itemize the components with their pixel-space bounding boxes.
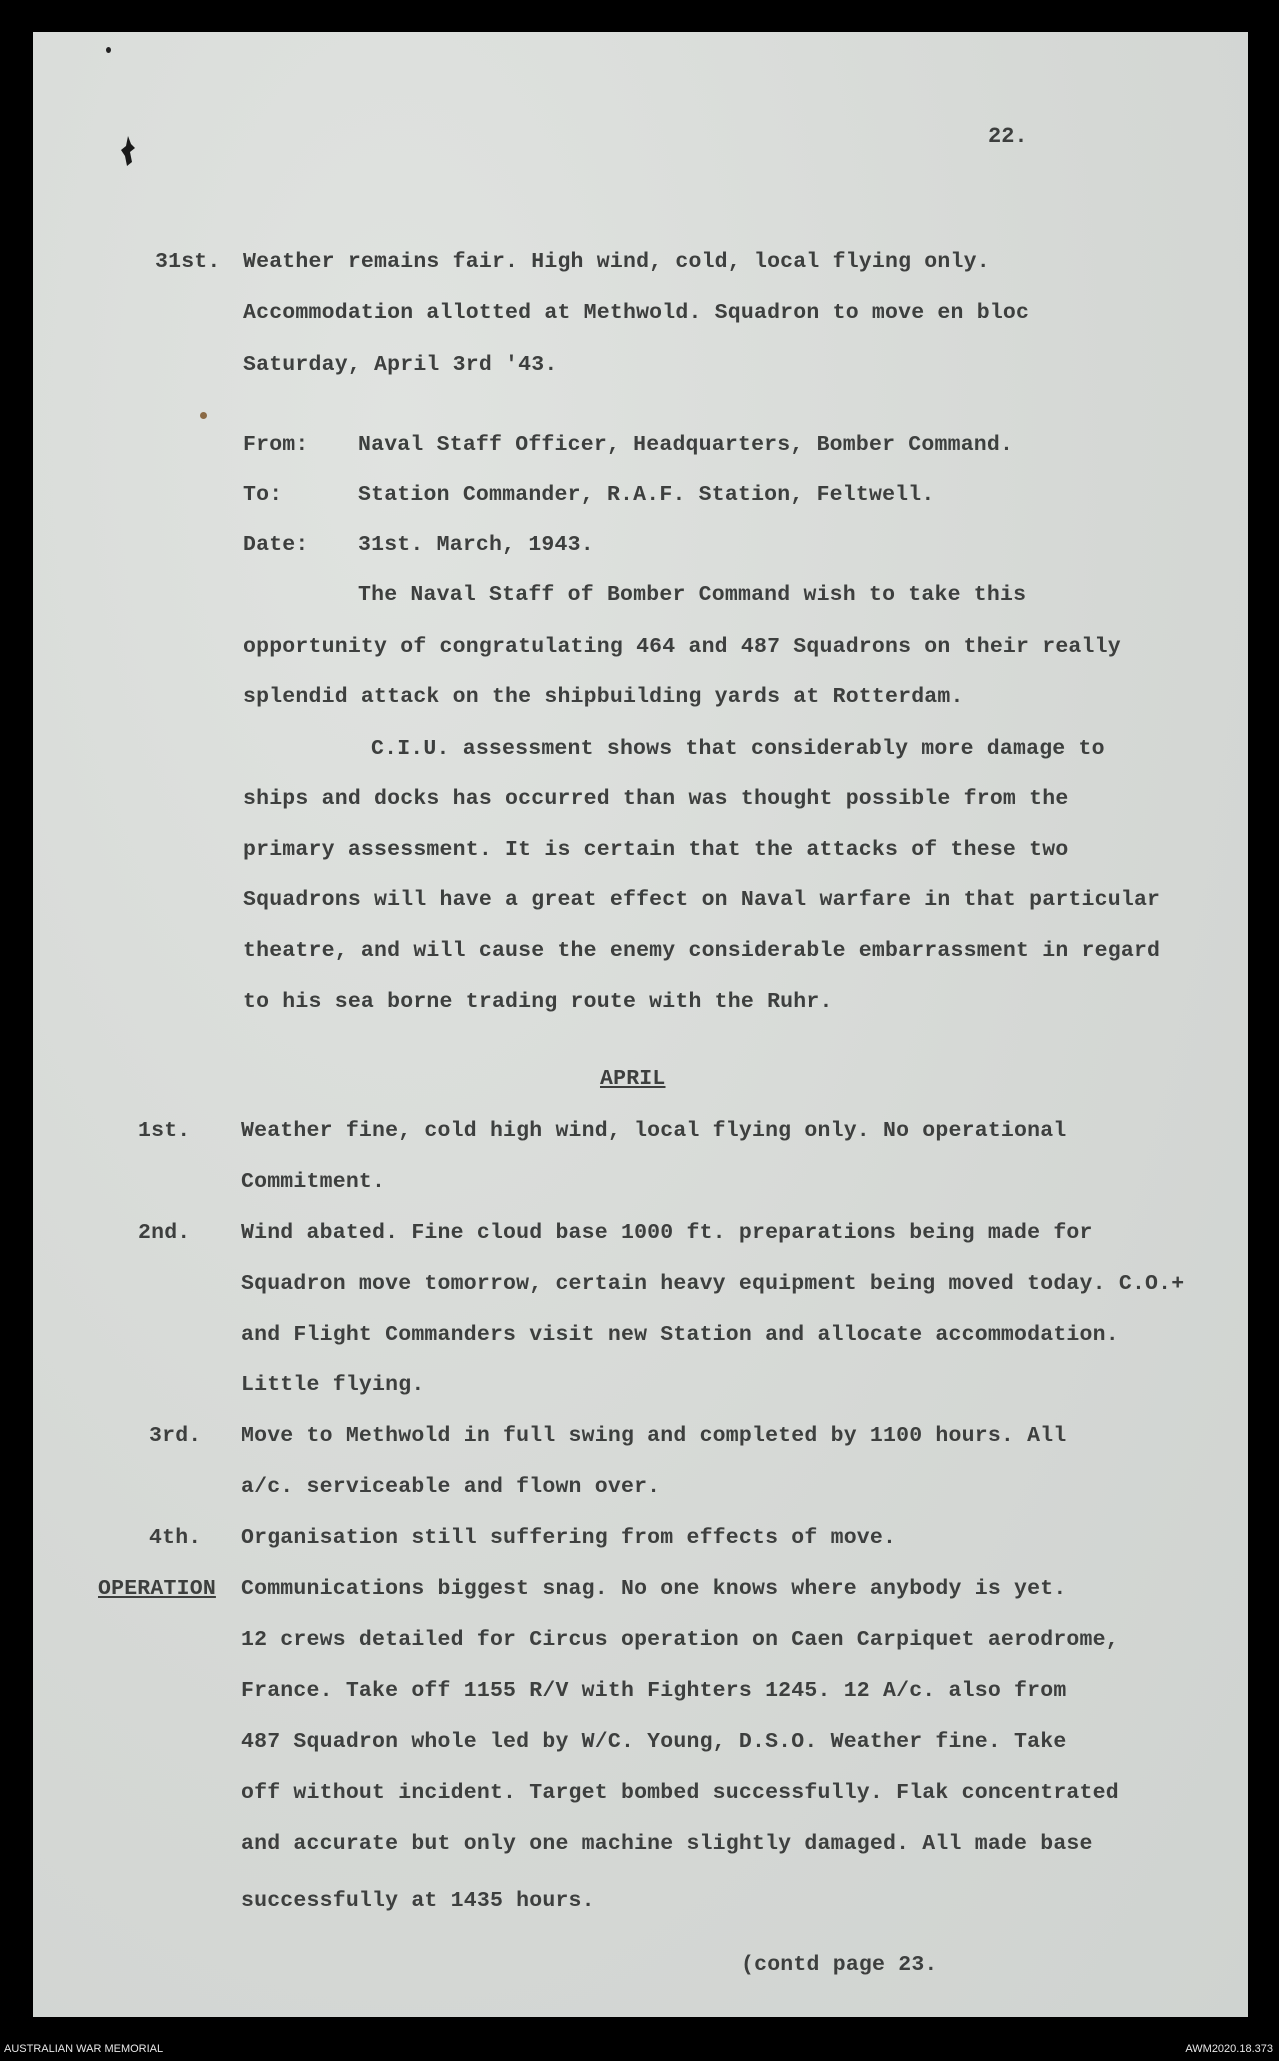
entry-line: Accommodation allotted at Methwold. Squadron to move en bloc: [243, 301, 1030, 325]
continued-note: (contd page 23.: [741, 1953, 938, 1977]
entry-line: France. Take off 1155 R/V with Fighters 1245. 12 A/c. also from: [241, 1679, 1067, 1703]
memo-to-value: Station Commander, R.A.F. Station, Feltwell.: [358, 483, 935, 507]
entry-line: and accurate but only one machine slightly damaged. All made base: [241, 1832, 1093, 1856]
entry-date: 4th.: [149, 1526, 202, 1550]
memo-date-label: Date:: [243, 533, 309, 557]
memo-from-label: From:: [243, 433, 309, 457]
month-heading: APRIL: [600, 1067, 666, 1091]
entry-line: 487 Squadron whole led by W/C. Young, D.S.O. Weather fine. Take: [241, 1730, 1067, 1754]
entry-line: Move to Methwold in full swing and completed by 1100 hours. All: [241, 1424, 1067, 1448]
entry-line: Communications biggest snag. No one knows where anybody is yet.: [241, 1577, 1067, 1601]
memo-date-value: 31st. March, 1943.: [358, 533, 594, 557]
operation-label: OPERATION: [98, 1577, 216, 1601]
entry-line: Squadron move tomorrow, certain heavy equipment being moved today. C.O.+: [241, 1272, 1185, 1296]
memo-paragraph-line: The Naval Staff of Bomber Command wish to take this: [358, 583, 1027, 607]
entry-date: 3rd.: [149, 1424, 202, 1448]
entry-line: Commitment.: [241, 1170, 386, 1194]
entry-line: Organisation still suffering from effects of move.: [241, 1526, 897, 1550]
memo-paragraph-line: splendid attack on the shipbuilding yards at Rotterdam.: [243, 685, 964, 709]
memo-from-value: Naval Staff Officer, Headquarters, Bomber Command.: [358, 433, 1014, 457]
entry-line: successfully at 1435 hours.: [241, 1889, 595, 1913]
page-number: 22.: [988, 124, 1028, 149]
entry-line: Weather remains fair. High wind, cold, local flying only.: [243, 250, 990, 274]
memo-paragraph-line: theatre, and will cause the enemy considerable embarrassment in regard: [243, 939, 1161, 963]
entry-date-31st: 31st.: [155, 250, 221, 274]
document-page: [33, 32, 1248, 2017]
memo-paragraph-line: opportunity of congratulating 464 and 487 Squadrons on their really: [243, 635, 1121, 659]
entry-date: 1st.: [138, 1119, 191, 1143]
memo-paragraph-line: ships and docks has occurred than was thought possible from the: [243, 787, 1069, 811]
entry-line: Weather fine, cold high wind, local flying only. No operational: [241, 1119, 1067, 1143]
ink-spot: [200, 412, 207, 419]
entry-line: Little flying.: [241, 1373, 425, 1397]
torn-hole-icon: [121, 136, 135, 166]
memo-to-label: To:: [243, 483, 283, 507]
entry-line: and Flight Commanders visit new Station and allocate accommodation.: [241, 1323, 1119, 1347]
entry-date: 2nd.: [138, 1221, 191, 1245]
memo-paragraph-line: C.I.U. assessment shows that considerably more damage to: [371, 737, 1105, 761]
memo-paragraph-line: primary assessment. It is certain that the attacks of these two: [243, 838, 1069, 862]
footer-reference: AWM2020.18.373: [1185, 2043, 1273, 2055]
entry-line: Saturday, April 3rd '43.: [243, 353, 558, 377]
memo-paragraph-line: to his sea borne trading route with the Ruhr.: [243, 990, 833, 1014]
entry-line: Wind abated. Fine cloud base 1000 ft. preparations being made for: [241, 1221, 1093, 1245]
entry-line: 12 crews detailed for Circus operation on Caen Carpiquet aerodrome,: [241, 1628, 1119, 1652]
punch-mark: [106, 47, 111, 53]
memo-paragraph-line: Squadrons will have a great effect on Naval warfare in that particular: [243, 888, 1161, 912]
entry-line: off without incident. Target bombed successfully. Flak concentrated: [241, 1781, 1119, 1805]
footer-institution: AUSTRALIAN WAR MEMORIAL: [4, 2043, 164, 2055]
entry-line: a/c. serviceable and flown over.: [241, 1475, 661, 1499]
